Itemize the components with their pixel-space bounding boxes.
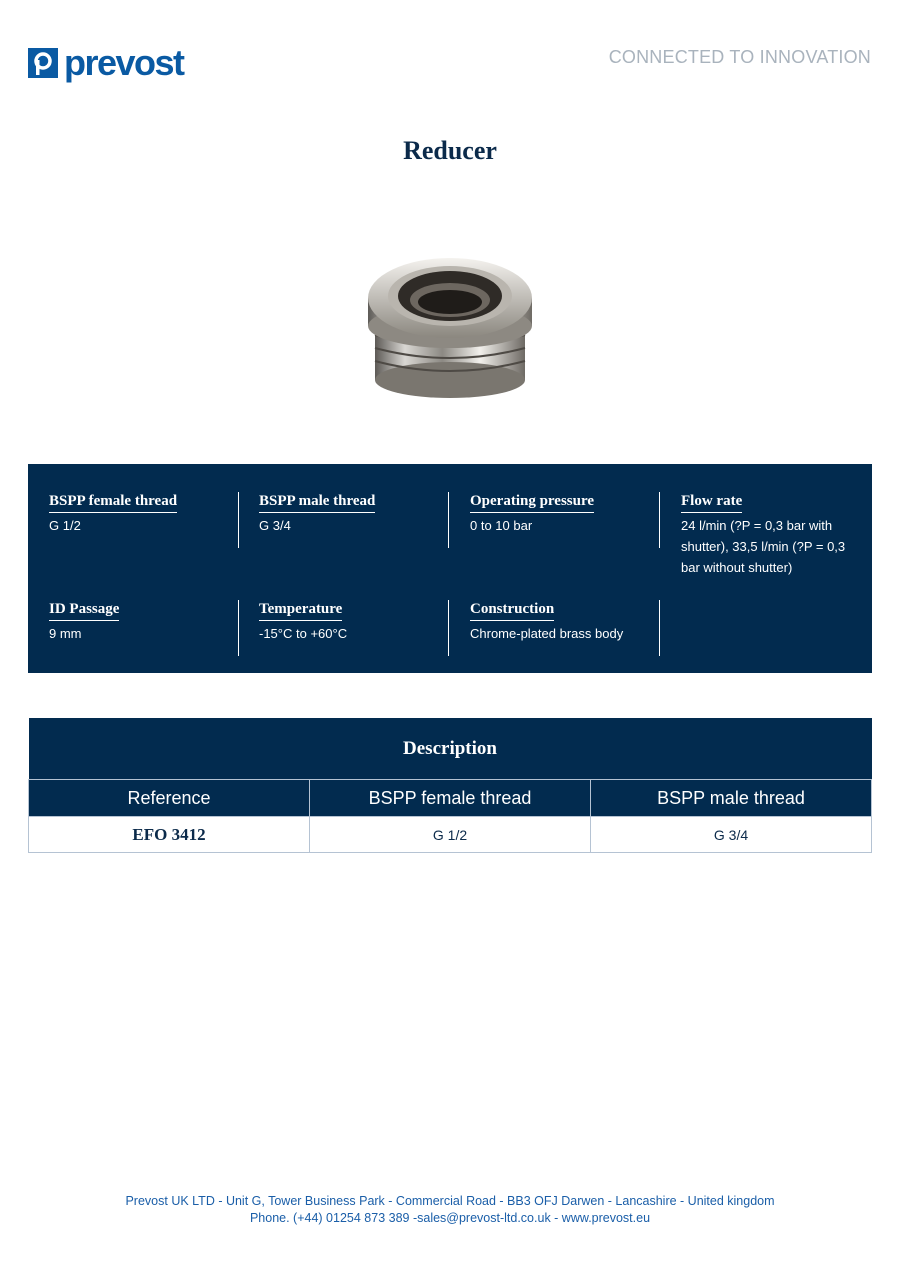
spec-value: 24 l/min (?P = 0,3 bar with shutter), 33,5 l/min (?P = 0,3 bar without shutter) [681,518,846,575]
column-header-male-thread: BSPP male thread [591,780,872,817]
description-table [28,718,872,853]
product-image [330,210,570,420]
column-header-reference: Reference [29,780,310,817]
spec-female-thread [49,492,239,548]
spec-label: ID Passage [49,600,119,621]
spec-divider [659,600,660,656]
spec-value: -15°C to +60°C [259,626,348,641]
footer-contact: Phone. (+44) 01254 873 389 -sales@prevost-ltd.co.uk - www.prevost.eu [249,1211,651,1225]
tagline: CONNECTED TO INNOVATION [608,47,871,67]
reference-cell: EFO 3412 [29,817,310,853]
brand-logo [28,44,184,82]
spec-label: Flow rate [681,492,742,513]
prevost-logo-icon [28,48,58,78]
spec-divider [659,492,660,548]
female-thread-cell: G 1/2 [310,817,591,853]
footer-address: Prevost UK LTD - Unit G, Tower Business Park - Commercial Road - BB3 OFJ Darwen - Lancashire - United kingdom [125,1194,775,1208]
spec-label: BSPP male thread [259,492,375,513]
specifications-panel [28,464,872,673]
spec-temperature [259,600,449,656]
footer [0,1193,900,1227]
spec-label: Operating pressure [470,492,594,513]
spec-divider [238,600,239,656]
spec-construction [470,600,660,656]
spec-value: G 3/4 [259,518,291,533]
spec-divider [238,492,239,548]
spec-divider [448,600,449,656]
spec-operating-pressure [470,492,660,548]
column-header-female-thread: BSPP female thread [310,780,591,817]
spec-label: Temperature [259,600,342,621]
brand-name: prevost [64,42,184,83]
spec-divider [448,492,449,548]
spec-label: Construction [470,600,554,621]
spec-value: Chrome-plated brass body [470,626,624,641]
spec-value: 0 to 10 bar [470,518,533,533]
page-title: Reducer [403,136,497,165]
spec-id-passage [49,600,239,656]
spec-label: BSPP female thread [49,492,177,513]
table-row [29,817,872,853]
male-thread-cell: G 3/4 [591,817,872,853]
spec-value: G 1/2 [49,518,81,533]
description-title: Description [29,718,872,780]
spec-male-thread [259,492,449,548]
spec-flow-rate [681,492,853,578]
spec-value: 9 mm [49,626,82,641]
